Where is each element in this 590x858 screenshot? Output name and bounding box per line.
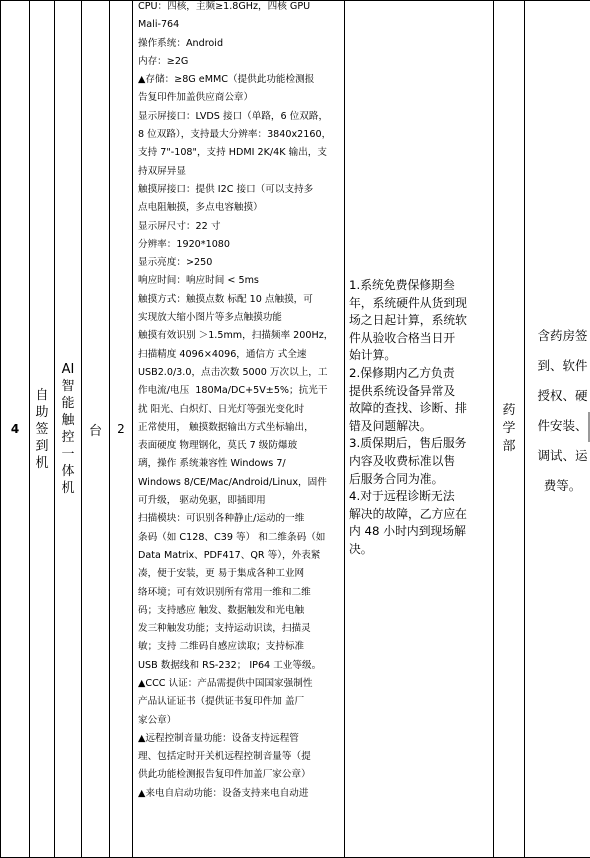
spec-line: 条码（如 C128、C39 等） 和二维条码（如 xyxy=(138,531,326,543)
item-name-char: 机 xyxy=(35,455,49,471)
spec-line: 实现放大缩小图片等多点触摸功能 xyxy=(138,312,282,324)
service-line: 内容及收费标准以售 xyxy=(349,453,456,468)
spec-line: 触摸有效识别 ＞1.5mm，扫描频率 200Hz， xyxy=(138,330,334,342)
department-char: 部 xyxy=(502,439,516,454)
service-line: 2.保修期内乙方负责 xyxy=(349,365,455,380)
item-type-cell xyxy=(55,1,82,858)
spec-line: 扰 阳光、白炽灯、日光灯等强光变化时 xyxy=(138,403,305,415)
spec-line: USB2.0/3.0，点击次数 5000 万次以上，工 xyxy=(138,366,328,378)
spec-line: 点电阻触摸，多点电容触摸） xyxy=(138,202,263,214)
quantity: 2 xyxy=(117,422,125,436)
spec-line: 响应时间：响应时间 < 5ms xyxy=(138,275,259,287)
service-line: 4.对于远程诊断无法 xyxy=(349,489,455,504)
spec-line: 码；支持感应 触发、数据触发和光电触 xyxy=(138,604,305,616)
spec-line: 可升级， 驱动免驱，即插即用 xyxy=(138,495,266,507)
item-type-char: 控 xyxy=(61,430,75,445)
department-char: 药 xyxy=(502,403,516,418)
item-type-char: 机 xyxy=(61,481,75,496)
content-line: 调试、运 xyxy=(537,448,588,463)
spec-line: 显示屏尺寸：22 寸 xyxy=(138,220,221,232)
quantity-cell xyxy=(110,1,133,858)
content-line: 费等。 xyxy=(543,478,582,493)
spec-line: 供此功能检测报告复印件加盖厂家公章） xyxy=(138,769,311,781)
service-line: 3.质保期后，售后服务 xyxy=(349,436,467,451)
spec-line: 家公章） xyxy=(138,714,177,726)
item-name-char: 签 xyxy=(35,421,49,437)
spec-cell xyxy=(133,1,345,858)
service-line: 场之日起计算，系统软 xyxy=(349,313,467,328)
spec-line: 理、包括定时开关机远程控制音量等（提 xyxy=(138,751,311,763)
service-line: 决。 xyxy=(349,541,373,556)
row-index-cell xyxy=(1,1,30,858)
spec-line: 发三种触发功能；支持运动识读，扫描灵 xyxy=(138,623,311,635)
spec-line: Windows 8/CE/Mac/Android/Linux，固件 xyxy=(138,476,327,488)
item-type-char: 触 xyxy=(61,413,75,428)
content-text xyxy=(525,1,590,501)
spec-line: 支持 7"-108"，支持 HDMI 2K/4K 输出，支 xyxy=(138,147,327,159)
spec-line: Data Matrix、PDF417、QR 等），外表紧 xyxy=(138,549,321,561)
spec-text xyxy=(133,0,344,803)
spec-line: 操作系统：Android xyxy=(138,37,224,49)
content-line: 件安装、 xyxy=(537,418,588,433)
unit-cell xyxy=(82,1,110,858)
service-line: 提供系统设备异常及 xyxy=(349,383,456,398)
spec-line: 8 位双路），支持最大分辨率：3840x2160， xyxy=(138,129,332,141)
item-name-cell xyxy=(30,1,55,858)
service-line: 解决的故障，乙方应在 xyxy=(349,506,467,521)
table-row xyxy=(1,1,590,858)
row-index: 4 xyxy=(10,422,20,436)
spec-line: 触摸屏接口：提供 I2C 接口（可以支持多 xyxy=(138,183,314,195)
item-name xyxy=(30,387,54,472)
spec-line: ▲存储：≥8G eMMC（提供此功能检测报 xyxy=(138,74,315,86)
spec-line: 触摸方式：触摸点数 标配 10 点触摸，可 xyxy=(138,293,313,305)
spec-line: 产品认证证书（提供证书复印件加 盖厂 xyxy=(138,696,305,708)
service-line: 内 48 小时内到现场解 xyxy=(349,524,466,539)
spec-line: 显示亮度：>250 xyxy=(138,257,213,269)
spec-line: ▲远程控制音量功能：设备支持远程管 xyxy=(138,732,299,744)
spec-line: ▲来电自启动功能：设备支持来电自动进 xyxy=(138,787,309,799)
content-line: 到、软件 xyxy=(537,358,588,373)
spec-line: ▲CCC 认证：产品需提供中国国家强制性 xyxy=(138,677,313,689)
spec-line: 扫描模块：可识别各种静止/运动的一维 xyxy=(138,513,305,525)
service-line: 错及问题解决。 xyxy=(349,418,432,433)
item-name-char: 自 xyxy=(35,387,49,403)
item-type-char: AI xyxy=(61,362,75,377)
service-line: 件从验收合格当日开 xyxy=(349,330,456,345)
item-type-char: 体 xyxy=(61,464,75,479)
item-name-char: 到 xyxy=(35,438,49,454)
department xyxy=(494,402,524,456)
unit: 台 xyxy=(88,423,102,439)
spec-line: 凑，便于安装，更 易于集成各种工业网 xyxy=(138,568,305,580)
item-type-char: 能 xyxy=(61,396,75,411)
item-name-char: 助 xyxy=(35,404,49,420)
item-type xyxy=(55,361,81,497)
service-line: 年，系统硬件从货到现 xyxy=(349,295,467,310)
spec-line: 显示屏接口：LVDS 接口（单路，6 位双路， xyxy=(138,110,329,122)
service-line: 1.系统免费保修期叁 xyxy=(349,278,455,292)
spec-line: 告复印件加盖供应商公章） xyxy=(138,92,254,104)
spec-line: 正常使用， 触摸数据输出方式坐标输出， xyxy=(138,421,314,433)
spec-line: 璃，操作 系统兼容性 Windows 7/ xyxy=(138,458,286,470)
content-cell xyxy=(525,1,590,858)
service-text xyxy=(345,1,493,559)
spec-line: 扫描精度 4096×4096，通信方 式全速 xyxy=(138,348,307,360)
service-cell xyxy=(345,1,494,858)
spec-line: 内存：≥2G xyxy=(138,55,189,67)
department-cell xyxy=(494,1,525,858)
content-line: 授权、硬 xyxy=(537,388,588,403)
item-type-char: 一 xyxy=(61,447,75,462)
spec-line: 持双屏异显 xyxy=(138,165,186,177)
spec-line: USB 数据线和 RS-232； IP64 工业等级。 xyxy=(138,659,322,671)
spec-line: 分辨率：1920*1080 xyxy=(138,238,231,250)
spec-line: 敏；支持 二维码自感应读取；支持标准 xyxy=(138,641,305,653)
item-type-char: 智 xyxy=(61,379,75,394)
spec-line: 作电流/电压 180Ma/DC+5V±5%；抗光干 xyxy=(138,385,328,397)
spec-line: Mali-764 xyxy=(138,19,180,31)
content-line: 含药房签 xyxy=(537,328,588,343)
service-line: 故障的查找、诊断、排 xyxy=(349,401,467,416)
spec-line: 表面硬度 物理钢化，莫氏 7 级防爆玻 xyxy=(138,440,298,452)
spec-line: CPU：四核，主频≥1.8GHz，四核 GPU xyxy=(138,1,311,12)
service-line: 后服务合同为准。 xyxy=(349,471,444,486)
spec-line: 络环境；可有效识别所有常用一维和二维 xyxy=(138,586,311,598)
department-char: 学 xyxy=(502,421,516,436)
service-line: 始计算。 xyxy=(349,348,397,363)
